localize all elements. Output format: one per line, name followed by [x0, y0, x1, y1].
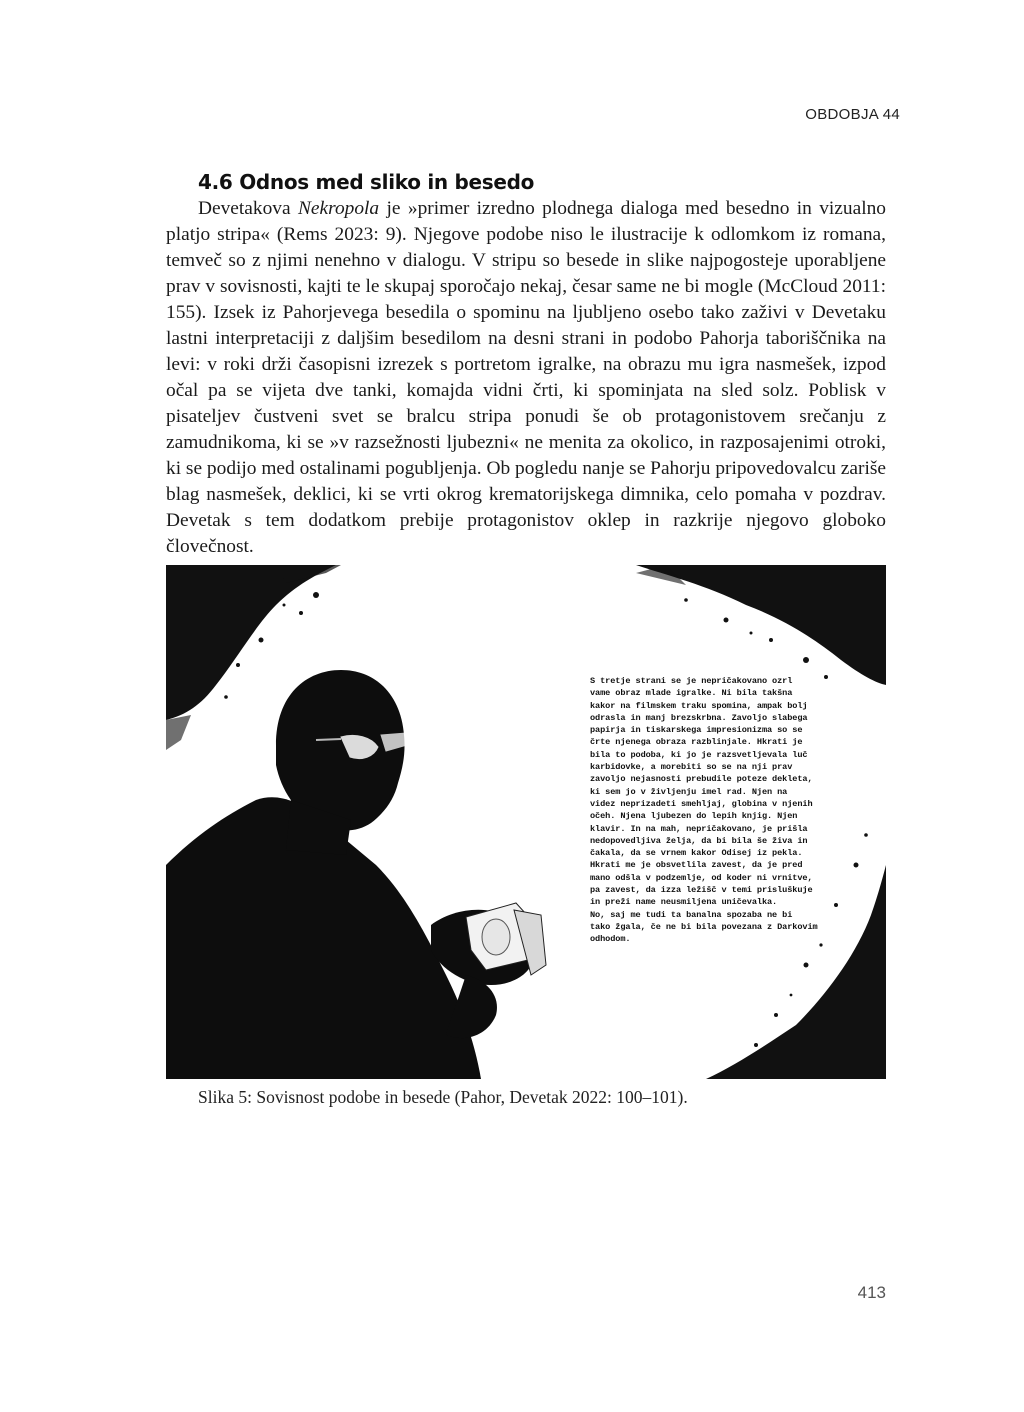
- ink-splatter-top-right: [636, 565, 886, 685]
- man-silhouette: [166, 670, 534, 1079]
- comic-figure: [166, 565, 886, 1079]
- running-header: OBDOBJA 44: [805, 106, 900, 123]
- paragraph-text: Devetakova Nekropola je »primer izredno plodnega dialoga med besedno in vizualno platjo stripa« (Rems 2023: 9). Njegove podobe niso le ilustracije k odlomkom iz romana, temveč so z njimi nenehno v dialogu. V stripu so besede in slike najpogosteje uporabljene prav v sovisnosti, kajti te le skupaj sporočajo nekaj, česar same ne bi mogle (McCloud 2011: 155). Izsek iz Pahorjevega besedila o spominu na ljubljeno osebo tako zaživi v Devetaku lastni interpretaciji z daljšim besedilom na desni strani in podobo Pahorja taboriščnika na levi: v roki drži časopisni izrezek s portretom igralke, na obrazu mu igra nasmešek, izpod očal pa se vijeta dve tanki, komajda vidni črti, ki spominjata na sled solz. Poblisk v pisateljev čustveni svet se bralcu stripa ponudi še ob protagonistovem srečanju z zamudnikoma, ki se »v razsežnosti ljubezni« ne menita za okolico, in razposajenimi otroki, ki se podijo med ostalinami pogubljenja. Ob pogledu nanje se Pahorju pripovedovalcu zariše blag nasmešek, deklici, ki se vrti okrog krematorijskega dimnika, celo pomaha v pozdrav. Devetak s tem dodatkom prebije protagonistov oklep in razkrije njegovo globoko človečnost.: [166, 198, 886, 557]
- work-title: Nekropola: [297, 198, 380, 219]
- body-paragraph: [166, 196, 886, 560]
- page-number: 413: [857, 1283, 886, 1302]
- comic-typed-text: S tretje strani se je nepričakovano ozrl vame obraz mlade igralke. Ni bila takšna kakor na filmskem traku spomina, ampak bolj odrasla in manj brezskrbna. Zavoljo slabega papirja in tiskarskega impresionizma so se črte njenega obraza razblinjale. Hkrati je bila to podoba, ki jo je razsvetljevala luč karbidovke, a morebiti so se na nji prav zavoljo nejasnosti prebudile poteze dekleta, ki sem jo v življenju imel rad. Njen na videz neprizadeti smehljaj, globina v njenih očeh. Njena ljubezen do lepih knjig. Njen klavir. In na mah, nepričakovano, je prišla nedopovedljiva želja, da bi bila še živa in čakala, da se vrnem kakor Odisej iz pekla. Hkrati me je obsvetlila zavest, da je pred mano odšla v podzemlje, od koder ni vrnitve, pa zavest, da izza ležišč v temi prisluškuje in preži name neusmiljena uničevalka. No, saj me tudi ta banalna spozaba ne bi tako žgala, če ne bi bila povezana z Darkovim odhodom.: [590, 676, 818, 945]
- figure-caption: Slika 5: Sovisnost podobe in besede (Pahor, Devetak 2022: 100–101).: [198, 1087, 688, 1107]
- section-heading: 4.6 Odnos med sliko in besedo: [198, 170, 535, 194]
